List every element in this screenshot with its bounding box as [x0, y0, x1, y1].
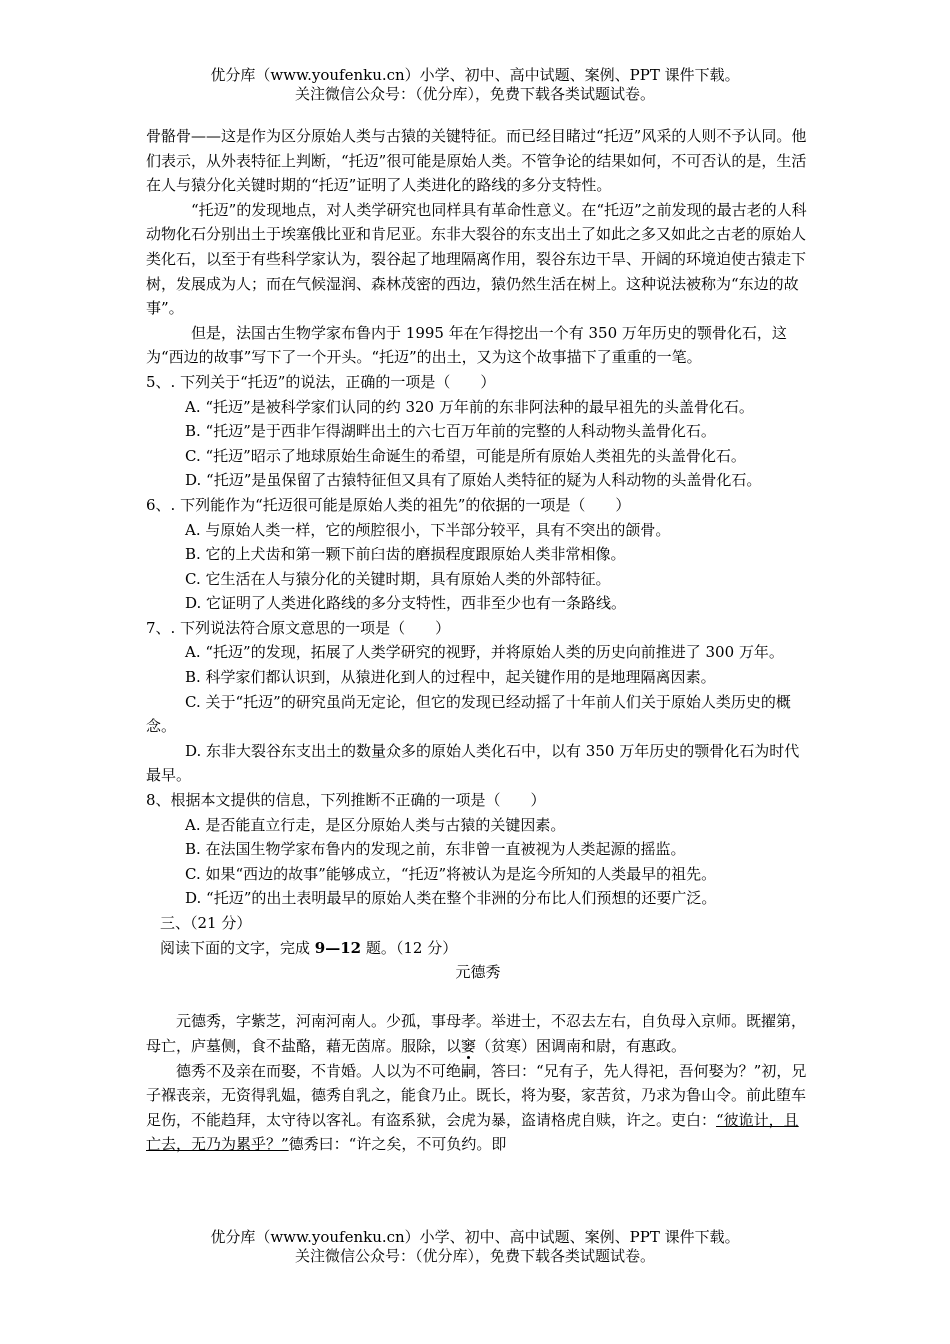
question-8-option-c: C. 如果“西边的故事”能够成立，“托迈”将被认为是迄今所知的人类最早的祖先。: [185, 864, 717, 883]
question-8-option-b: B. 在法国生物学家布鲁内的发现之前，东非曾一直被视为人类起源的摇监。: [185, 840, 686, 859]
instruction-question-range: 9—12: [314, 938, 362, 957]
instruction-text-start: 阅读下面的文字，完成: [160, 938, 315, 957]
question-8-option-d: D. “托迈”的出土表明最早的原始人类在整个非洲的分布比人们预想的还要广泛。: [185, 889, 717, 908]
question-6-option-b: B. 它的上犬齿和第一颗下前臼齿的磨损程度跟原始人类非常相像。: [185, 545, 626, 564]
question-6-stem: 6、. 下列能作为“托迈很可能是原始人类的祖先”的依据的一项是（ ）: [146, 495, 631, 514]
article-paragraph-1-text: 元德秀，字紫芝，河南河南人。少孤，事母孝。举进士，不忍去左右，自负母入京师。既擢第，母亡，庐墓侧，食不盐酪，藉无茵席。服除，以: [146, 1012, 807, 1055]
blank-line: [146, 985, 810, 1010]
footer-line-1: 优分库（www.youfenku.cn）小学、初中、高中试题、案例、PPT 课件下载。: [210, 1228, 740, 1246]
passage-paragraph-2: “托迈”的发现地点，对人类学研究也同样具有革命性意义。在“托迈”之前发现的最古老的人科动物化石分别出土于埃塞俄比亚和肯尼亚。东非大裂谷的东支出土了如此之多又如此之古老的原始人类化石，以至于有些科学家认为，裂谷起了地理隔离作用，裂谷东边干旱、开阔的环境迫使古猿走下树，发展成为人；而在气候湿润、森林茂密的西边，猿仍然生活在树上。这种说法被称为“东边的故事”。: [146, 200, 807, 318]
question-5-option-d: D. “托迈”是虽保留了古猿特征但又具有了原始人类特征的疑为人科动物的头盖骨化石。: [185, 471, 762, 490]
header-line-1: 优分库（www.youfenku.cn）小学、初中、高中试题、案例、PPT 课件下载。: [210, 66, 740, 84]
question-5-option-a: A. “托迈”是被科学家们认同的约 320 万年前的东非阿法种的最早祖先的头盖骨化石。: [185, 397, 754, 416]
question-7-option-b: B. 科学家们都认识到，从猿进化到人的过程中，起关键作用的是地理隔离因素。: [185, 668, 716, 687]
header-line-2: 关注微信公众号：（优分库），免费下载各类试题试卷。: [294, 85, 655, 103]
page-footer: [0, 1228, 950, 1266]
question-8-stem: 8、根据本文提供的信息，下列推断不正确的一项是（ ）: [146, 791, 546, 810]
question-5-option-c: C. “托迈”昭示了地球原始生命诞生的希望，可能是所有原始人类祖先的头盖骨化石。: [185, 446, 746, 465]
question-6-option-c: C. 它生活在人与猿分化的关键时期，具有原始人类的外部特征。: [185, 569, 611, 588]
article-paragraph-2-text-end: 德秀曰：“许之矣，不可负约。即: [288, 1135, 507, 1154]
article-paragraph-1: [146, 1009, 810, 1058]
instruction-text-end: 题。（12 分）: [361, 938, 458, 957]
section-3-title: 三、（21 分）: [160, 914, 252, 932]
question-5-stem: 5、. 下列关于“托迈”的说法，正确的一项是（ ）: [146, 372, 496, 391]
question-7-stem: 7、. 下列说法符合原文意思的一项是（ ）: [146, 618, 451, 637]
question-6-option-a: A. 与原始人类一样，它的颅腔很小，下半部分较平，具有不突出的颌骨。: [185, 520, 671, 539]
underlined-sentence: “彼诡计，且亡去，无乃为累乎？”: [146, 1110, 799, 1154]
article-paragraph-2-text: 德秀不及亲在而娶，不肯婚。人以为不可绝嗣，答曰：“兄有子，先人得祀，吾何娶为？”初，兄子褓丧亲，无资得乳媪，德秀自乳之，能食乃止。既长，将为娶，家苦贫，乃求为鲁山令。前此堕车足伤，不能趋拜，太守待以客礼。有盗系狱，会虎为暴，盗请格虎自赎，许之。吏白：: [146, 1061, 807, 1129]
article-paragraph-2: [146, 1059, 810, 1157]
footer-line-2: 关注微信公众号：（优分库），免费下载各类试题试卷。: [294, 1247, 655, 1265]
article-title: 元德秀: [455, 963, 501, 982]
question-6-option-d: D. 它证明了人类进化路线的多分支特性，西非至少也有一条路线。: [185, 594, 627, 613]
article-paragraph-1-text-end: （贫寒）困调南和尉，有惠政。: [476, 1036, 687, 1055]
question-8-option-a: A. 是否能直立行走，是区分原始人类与古猿的关键因素。: [185, 815, 566, 834]
passage-paragraph-1: 骨骼骨——这是作为区分原始人类与古猿的关键特征。而已经目睹过“托迈”风采的人则不予认同。他们表示，从外表特征上判断，“托迈”很可能是原始人类。不管争论的结果如何，不可否认的是，生活在人与猿分化关键时期的“托迈”证明了人类进化的路线的多分支特性。: [146, 127, 807, 195]
question-7-option-a: A. “托迈”的发现，拓展了人类学研究的视野，并将原始人类的历史向前推进了 300 万年。: [185, 643, 784, 662]
question-7-option-c: C. 关于“托迈”的研究虽尚无定论，但它的发现已经动摇了十年前人们关于原始人类历史的概念。: [146, 692, 791, 736]
question-5-option-b: B. “托迈”是于西非乍得湖畔出土的六七百万年前的完整的人科动物头盖骨化石。: [185, 422, 716, 441]
document-body: [146, 124, 810, 1157]
passage-paragraph-3: 但是，法国古生物学家布鲁内于 1995 年在乍得挖出一个有 350 万年历史的颚骨化石，这为“西边的故事”写下了一个开头。“托迈”的出土，又为这个故事描下了重重的一笔。: [146, 323, 787, 367]
section-3-instruction: [146, 936, 810, 961]
emphasized-character: 窭: [461, 1036, 477, 1055]
page-header: [0, 66, 950, 104]
question-7-option-d: D. 东非大裂谷东支出土的数量众多的原始人类化石中，以有 350 万年历史的颚骨化石为时代最早。: [146, 741, 800, 785]
